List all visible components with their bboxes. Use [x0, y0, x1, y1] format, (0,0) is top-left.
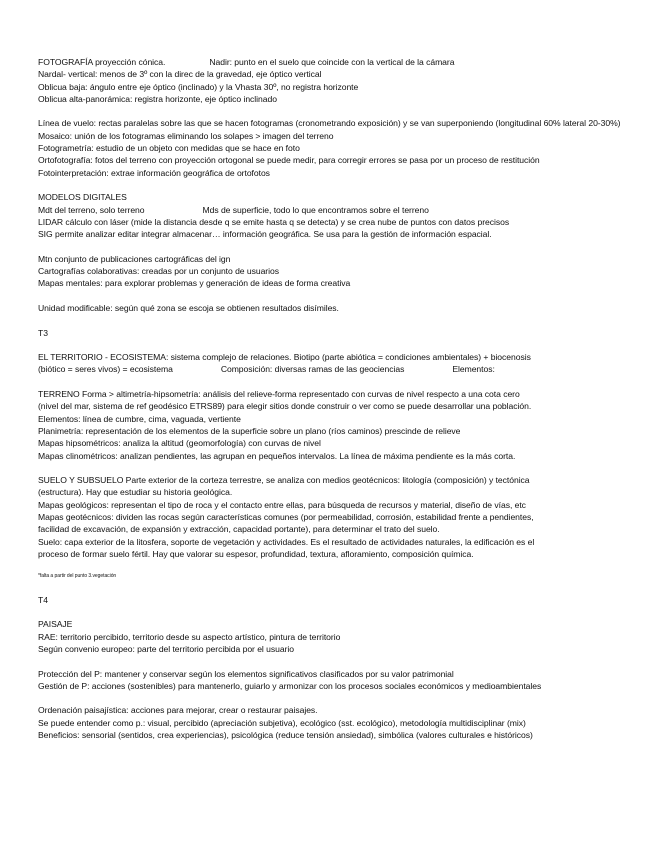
- ecosistema-text: (biótico = seres vivos) = ecosistema: [38, 364, 173, 375]
- beneficios-line: Beneficios: sensorial (sentidos, crea experiencias), psicológica (reduce tensión ansiedad), simbólica (valores culturales e históricos): [38, 730, 533, 741]
- ortofotografia-line: Ortofotografía: fotos del terreno con proyección ortogonal se puede medir, para corregir errores se pasa por un proceso de restitución: [38, 155, 540, 166]
- mdt-mds-line: [38, 204, 625, 216]
- terreno-line-2: (nivel del mar, sistema de ref geodésico ETRS89) para elegir sitios donde construir o ver como se puede desarrollar una población.: [38, 401, 532, 412]
- mdt-text: Mdt del terreno, solo terreno: [38, 204, 145, 215]
- geotecnicos-line-1: Mapas geotécnicos: dividen las rocas según características comunes (por permeabilidad, corrosión, estabilidad frente a pendientes,: [38, 511, 534, 522]
- elementos-text: Elementos:: [452, 364, 495, 375]
- mosaico-line: Mosaico: unión de los fotogramas eliminando los solapes > imagen del terreno: [38, 130, 334, 141]
- planimetria-line: Planimetría: representación de los elementos de la superficie sobre un plano (ríos caminos) prescinde de relieve: [38, 425, 461, 436]
- unidad-modificable-line: Unidad modificable: según qué zona se escoja se obtienen resultados disímiles.: [38, 302, 339, 313]
- clinometricos-line: Mapas clinométricos: analizan pendientes, las agrupan en pequeños intervalos. La línea de máxima pendiente es la más corta.: [38, 450, 516, 461]
- hipsometricos-line: Mapas hipsométricos: analiza la altitud (geomorfología) con curvas de nivel: [38, 438, 321, 449]
- proteccion-line: Protección del P: mantener y conservar según los elementos significativos clasificados por su valor patrimonial: [38, 668, 454, 679]
- missing-note: *falta a partir del punto 3.vegetación: [38, 573, 117, 580]
- mtn-line: Mtn conjunto de publicaciones cartográficas del ign: [38, 253, 231, 264]
- terreno-line-3: Elementos: línea de cumbre, cima, vaguada, vertiente: [38, 413, 241, 424]
- sig-line: SIG permite analizar editar integrar almacenar… información geográfica. Se usa para la gestión de información espacial.: [38, 229, 492, 240]
- entender-line: Se puede entender como p.: visual, percibido (apreciación subjetiva), ecológico (sst. ecológico), metodología multidisciplinar (mix): [38, 717, 526, 728]
- gestion-line: Gestión de P: acciones (sostenibles) para mantenerlo, guiarlo y armonizar con los procesos sociales económicos y medioambientales: [38, 680, 542, 691]
- geotecnicos-line-2: facilidad de excavación, de expansión y extracción, capacidad portante), para determinar el trato del suelo.: [38, 524, 440, 535]
- suelo-line-2: (estructura). Hay que estudiar su historia geológica.: [38, 487, 233, 498]
- composicion-text: Composición: diversas ramas de las geociencias: [220, 364, 405, 375]
- suelo-def-line-2: proceso de formar suelo fértil. Hay que valorar su espesor, profundidad, textura, afloramiento, composición química.: [38, 548, 474, 559]
- territorio-line-2: [38, 363, 625, 375]
- fotografia-heading: FOTOGRAFÍA proyección cónica.: [38, 57, 166, 67]
- lidar-line: LIDAR cálculo con láser (mide la distancia desde q se emite hasta q se detecta) y se crea nube de puntos con datos precisos: [38, 216, 510, 227]
- ordenacion-line: Ordenación paisajística: acciones para mejorar, crear o restaurar paisajes.: [38, 705, 318, 716]
- t3-heading: T3: [38, 327, 48, 338]
- terreno-line-1: TERRENO Forma > altimetría-hipsometría: análisis del relieve-forma representado con curvas de nivel respecto a una cota cero: [38, 389, 520, 400]
- oblicua-baja-line: Oblicua baja: ángulo entre eje óptico (inclinado) y la Vhasta 30º, no registra horizonte: [38, 81, 359, 92]
- suelo-line-1: SUELO Y SUBSUELO Parte exterior de la corteza terrestre, se analiza con medios geotécnicos: litología (composición) y tectónica: [38, 475, 530, 486]
- oblicua-alta-line: Oblicua alta-panorámica: registra horizonte, eje óptico inclinado: [38, 93, 277, 104]
- modelos-heading: MODELOS DIGITALES: [38, 192, 127, 203]
- nardal-line: Nardal- vertical: menos de 3º con la direc de la gravedad, eje óptico vertical: [38, 69, 322, 80]
- mds-text: Mds de superficie, todo lo que encontramos sobre el terreno: [202, 204, 429, 215]
- nadir-definition: Nadir: punto en el suelo que coincide con la vertical de la cámara: [209, 57, 455, 67]
- t4-heading: T4: [38, 594, 48, 605]
- mapas-mentales-line: Mapas mentales: para explorar problemas y generación de ideas de forma creativa: [38, 278, 351, 289]
- fotointerpretacion-line: Fotointerpretación: extrae información geográfica de ortofotos: [38, 167, 270, 178]
- cartografias-line: Cartografías colaborativas: creadas por un conjunto de usuarios: [38, 266, 279, 277]
- convenio-line: Según convenio europeo: parte del territorio percibida por el usuario: [38, 643, 294, 654]
- fotografia-line-1: [38, 56, 625, 68]
- suelo-def-line-1: Suelo: capa exterior de la litosfera, soporte de vegetación y actividades. Es el resultado de actividades naturales, la edificación es el: [38, 536, 535, 547]
- paisaje-heading: PAISAJE: [38, 619, 73, 630]
- territorio-line-1: EL TERRITORIO - ECOSISTEMA: sistema complejo de relaciones. Biotipo (parte abiótica = condiciones ambientales) + biocenosis: [38, 352, 531, 363]
- linea-vuelo-paragraph: Línea de vuelo: rectas paralelas sobre las que se hacen fotogramas (cronometrando exposición) y se van superponiendo (longitudinal 60% lateral 20-30%): [38, 118, 621, 129]
- fotogrametria-line: Fotogrametría: estudio de un objeto con medidas que se hace en foto: [38, 143, 300, 154]
- rae-line: RAE: territorio percibido, territorio desde su aspecto artístico, pintura de territorio: [38, 631, 341, 642]
- geologicos-line: Mapas geológicos: representan el tipo de roca y el contacto entre ellas, para búsqueda de recursos y material, diseño de vías, etc: [38, 499, 526, 510]
